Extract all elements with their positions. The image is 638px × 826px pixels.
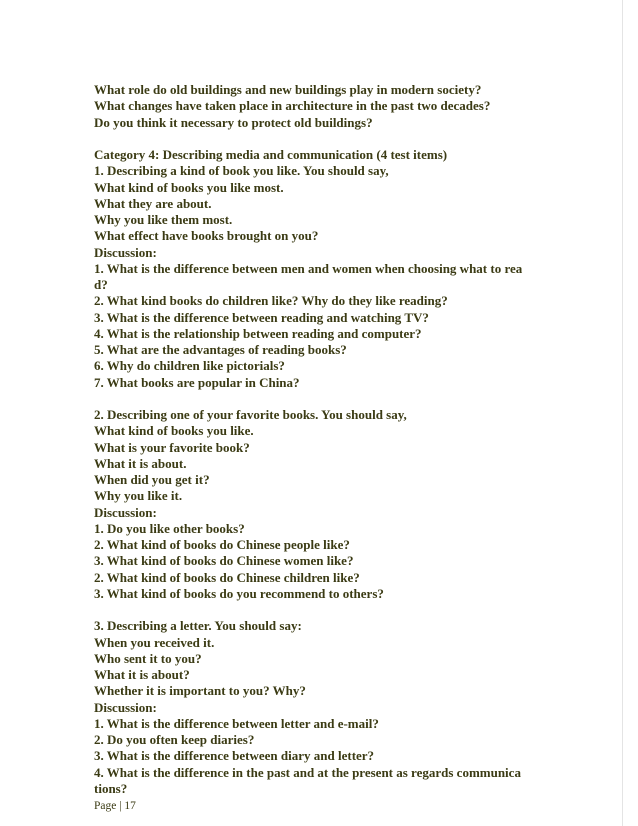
text-line: Discussion:: [94, 504, 157, 520]
text-line: 2. What kind of books do Chinese children like?: [94, 569, 360, 585]
text-line: 3. Describing a letter. You should say:: [94, 618, 302, 634]
text-line: 2. What kind books do children like? Why do they like reading?: [94, 293, 448, 309]
text-line: Whether it is important to you? Why?: [94, 683, 306, 699]
text-line: 4. What is the relationship between reading and computer?: [94, 325, 422, 341]
blank-line: [94, 391, 614, 407]
text-line: 2. Describing one of your favorite books. You should say,: [94, 407, 407, 422]
text-line: 1. Describing a kind of book you like. You should say,: [94, 163, 389, 179]
page-body-text: [94, 82, 614, 797]
text-line: 3. What kind of books do you recommend to others?: [94, 585, 384, 601]
text-line: 7. What books are popular in China?: [94, 374, 300, 390]
text-line: 2. Do you often keep diaries?: [94, 732, 255, 747]
text-line: Category 4: Describing media and communication (4 test items): [94, 147, 448, 162]
text-line: Who sent it to you?: [94, 650, 202, 666]
text-line: What they are about.: [94, 195, 212, 211]
text-line: tions?: [94, 780, 128, 796]
blank-line: [94, 131, 614, 147]
text-line: What it is about.: [94, 455, 187, 471]
text-line: 1. Do you like other books?: [94, 520, 245, 536]
text-line: Do you think it necessary to protect old buildings?: [94, 114, 373, 130]
text-line: 4. What is the difference in the past and at the present as regards communica: [94, 764, 521, 780]
blank-line: [94, 602, 614, 618]
text-line: 3. What is the difference between reading and watching TV?: [94, 309, 429, 325]
text-line: What changes have taken place in architecture in the past two decades?: [94, 98, 491, 114]
text-line: What role do old buildings and new buildings play in modern society?: [94, 82, 482, 97]
text-line: 2. What kind of books do Chinese people like?: [94, 537, 350, 552]
text-line: 3. What kind of books do Chinese women like?: [94, 553, 354, 569]
text-line: 1. What is the difference between men and women when choosing what to rea: [94, 260, 523, 276]
text-line: What effect have books brought on you?: [94, 228, 319, 244]
text-line: What kind of books you like most.: [94, 179, 284, 195]
text-line: What it is about?: [94, 667, 190, 682]
text-line: Discussion:: [94, 244, 157, 260]
text-line: Why you like them most.: [94, 212, 233, 227]
text-line: 1. What is the difference between letter and e-mail?: [94, 715, 379, 731]
text-line: When you received it.: [94, 634, 215, 650]
text-line: 3. What is the difference between diary and letter?: [94, 748, 375, 764]
text-line: What is your favorite book?: [94, 439, 250, 455]
text-line: 5. What are the advantages of reading books?: [94, 342, 347, 357]
text-line: Why you like it.: [94, 488, 183, 504]
text-line: What kind of books you like.: [94, 423, 254, 439]
text-line: When did you get it?: [94, 472, 210, 487]
page-number: Page | 17: [94, 800, 136, 812]
text-line: Discussion:: [94, 699, 157, 715]
text-line: d?: [94, 277, 108, 292]
text-line: 6. Why do children like pictorials?: [94, 358, 285, 374]
